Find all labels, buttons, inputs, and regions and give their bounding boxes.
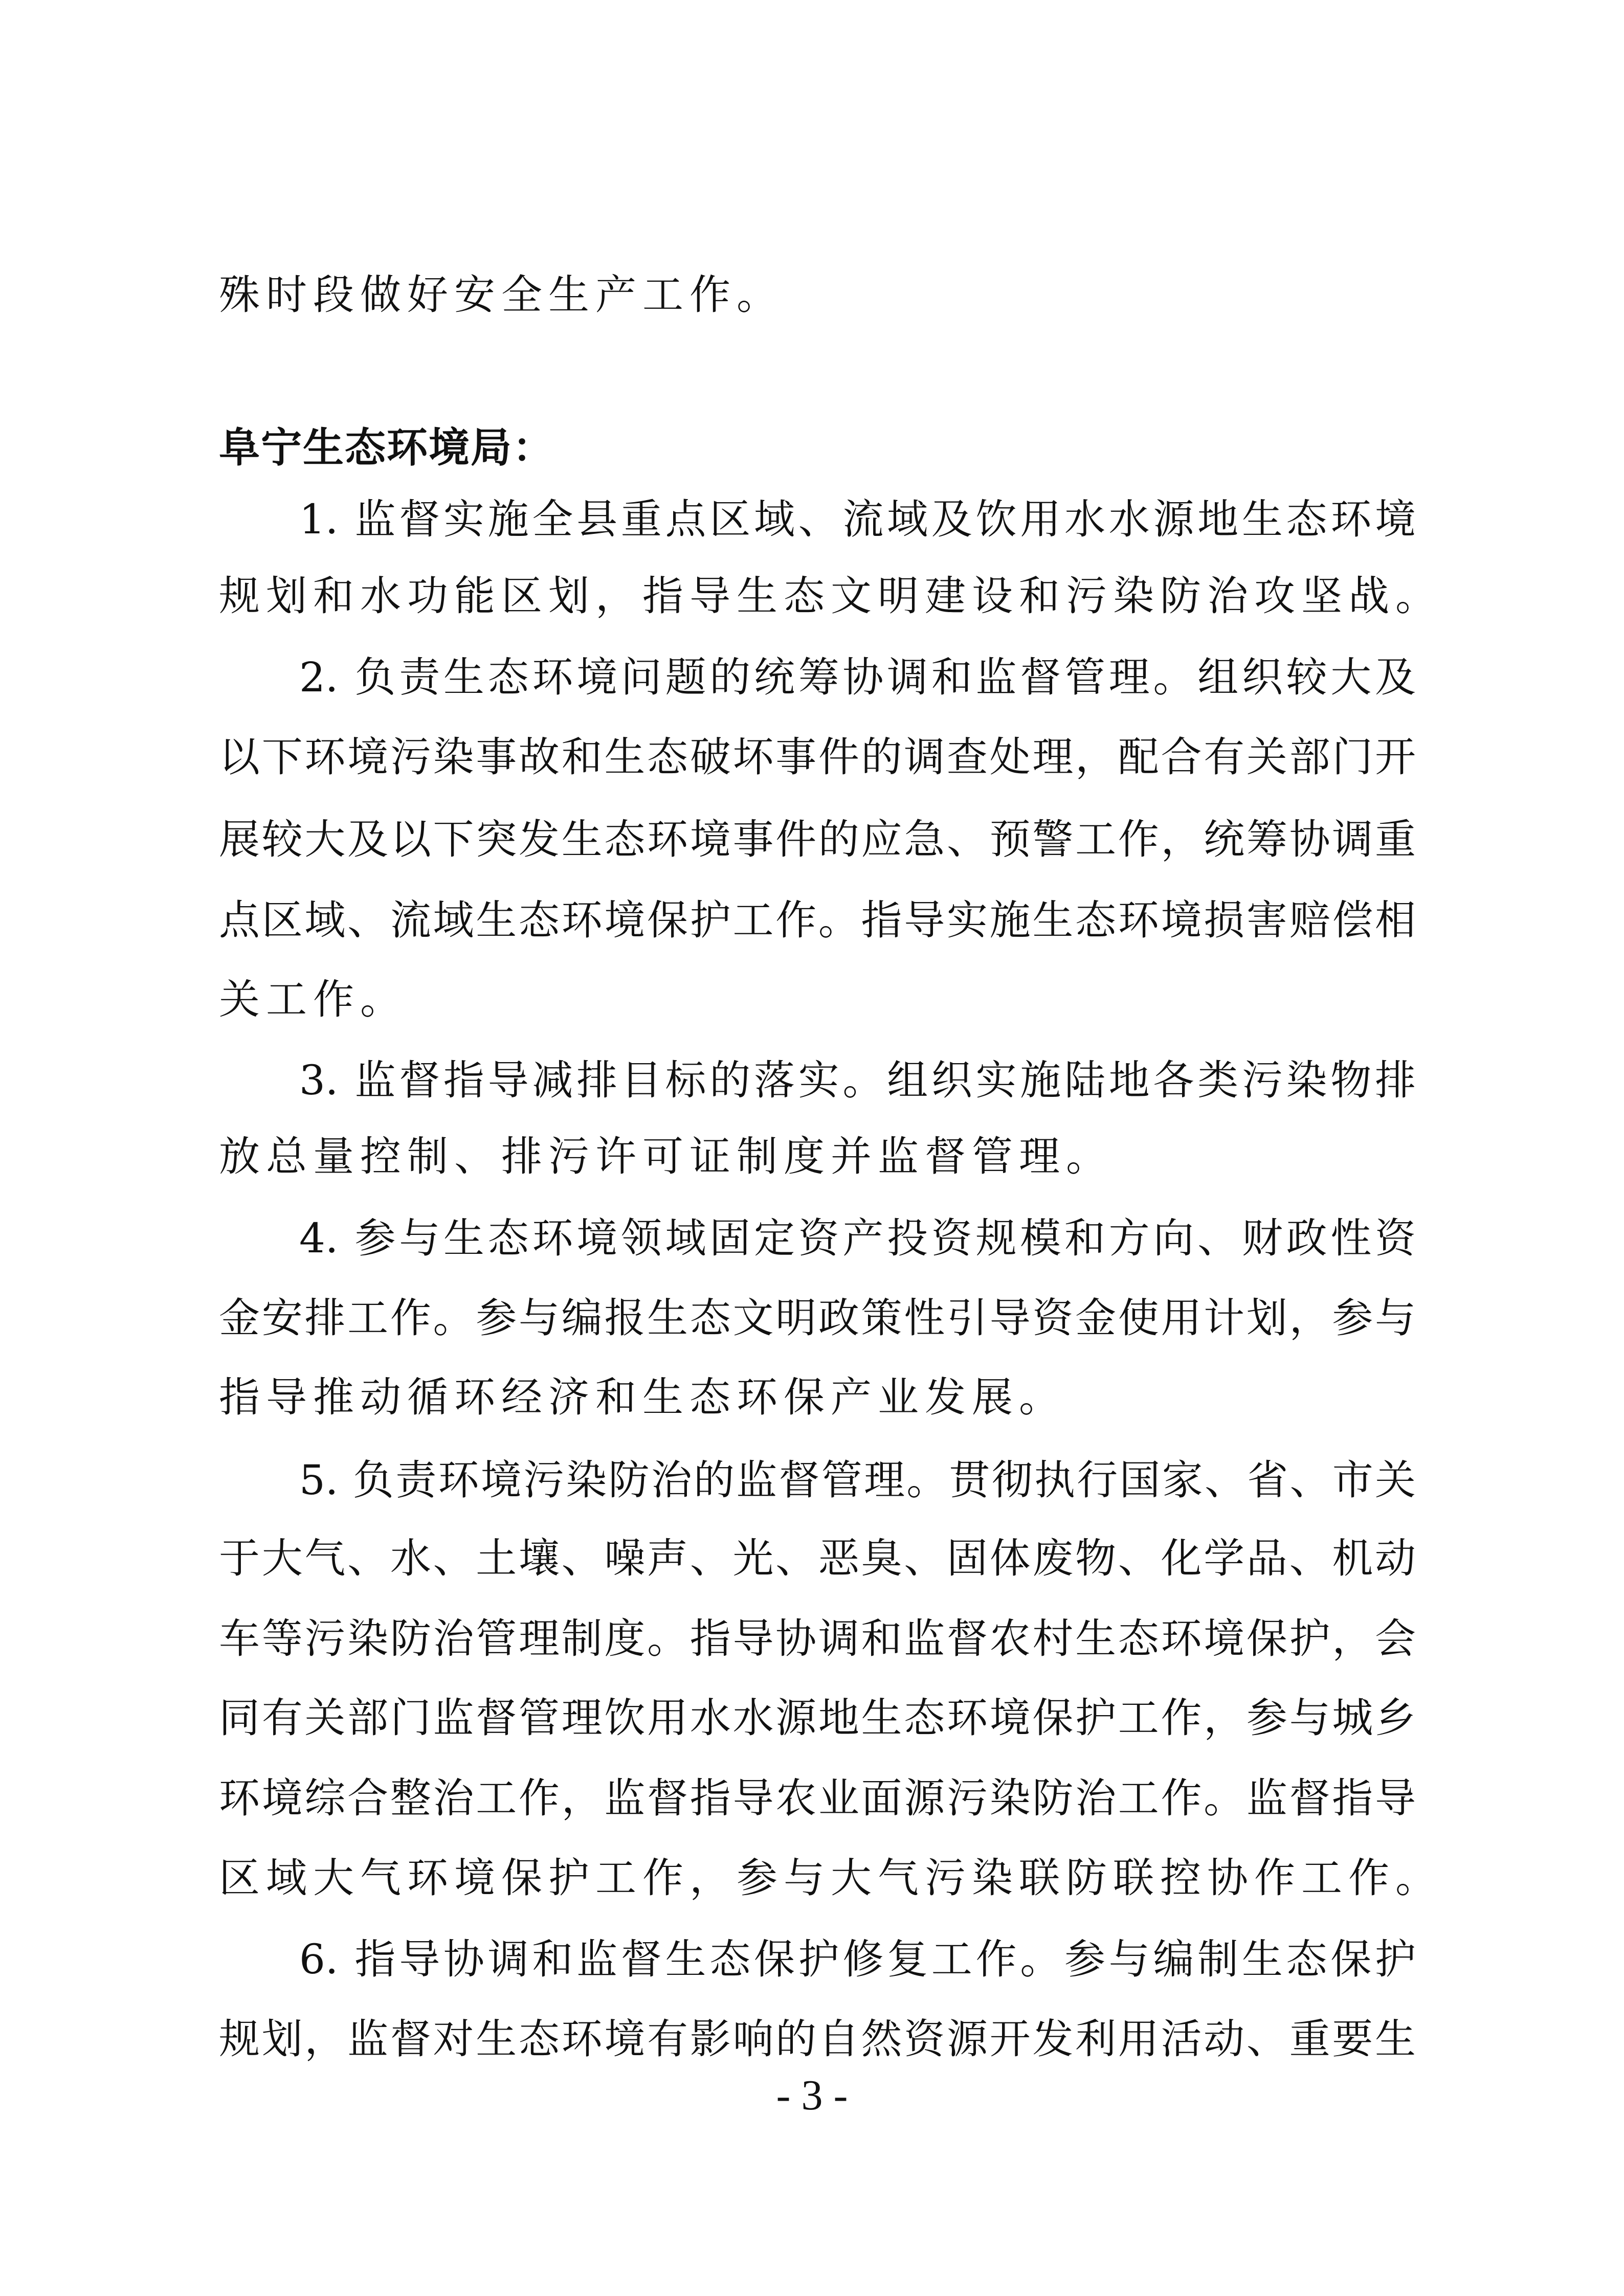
item-2-line-1: 2. 负责生态环境问题的统筹协调和监督管理。组织较大及 xyxy=(299,654,1416,701)
item-2-line-5: 关工作。 xyxy=(219,976,407,1023)
item-5-line-2: 于大气、水、土壤、噪声、光、恶臭、固体废物、化学品、机动 xyxy=(219,1535,1416,1582)
section-heading: 阜宁生态环境局： xyxy=(219,424,554,471)
item-2-line-3: 展较大及以下突发生态环境事件的应急、预警工作，统筹协调重 xyxy=(219,816,1416,863)
intro-line: 殊时段做好安全生产工作。 xyxy=(219,271,784,319)
item-2-line-4: 点区域、流域生态环境保护工作。指导实施生态环境损害赔偿相 xyxy=(219,896,1416,944)
item-1-line-1: 1. 监督实施全县重点区域、流域及饮用水水源地生态环境 xyxy=(299,496,1416,543)
item-5-line-4: 同有关部门监督管理饮用水水源地生态环境保护工作，参与城乡 xyxy=(219,1694,1416,1742)
item-4-line-1: 4. 参与生态环境领域固定资产投资规模和方向、财政性资 xyxy=(299,1214,1416,1262)
item-5-line-3: 车等污染防治管理制度。指导协调和监督农村生态环境保护，会 xyxy=(219,1615,1416,1662)
item-3-line-2: 放总量控制、排污许可证制度并监督管理。 xyxy=(219,1133,1113,1180)
item-6-line-2: 规划，监督对生态环境有影响的自然资源开发利用活动、重要生 xyxy=(219,2015,1416,2063)
item-3-line-1: 3. 监督指导减排目标的落实。组织实施陆地各类污染物排 xyxy=(299,1056,1416,1104)
item-2-line-2: 以下环境污染事故和生态破坏事件的调查处理，配合有关部门开 xyxy=(219,733,1416,781)
item-5-line-1: 5. 负责环境污染防治的监督管理。贯彻执行国家、省、市关 xyxy=(299,1456,1416,1504)
item-4-line-2: 金安排工作。参与编报生态文明政策性引导资金使用计划，参与 xyxy=(219,1294,1416,1342)
item-4-line-3: 指导推动循环经济和生态环保产业发展。 xyxy=(219,1374,1066,1421)
item-6-line-1: 6. 指导协调和监督生态保护修复工作。参与编制生态保护 xyxy=(299,1935,1416,1983)
item-5-line-6: 区域大气环境保护工作，参与大气污染联防联控协作工作。 xyxy=(219,1854,1442,1902)
item-5-line-5: 环境综合整治工作，监督指导农业面源污染防治工作。监督指导 xyxy=(219,1774,1416,1822)
page-number: - 3 - xyxy=(776,2072,848,2119)
item-1-line-2: 规划和水功能区划，指导生态文明建设和污染防治攻坚战。 xyxy=(219,572,1442,620)
